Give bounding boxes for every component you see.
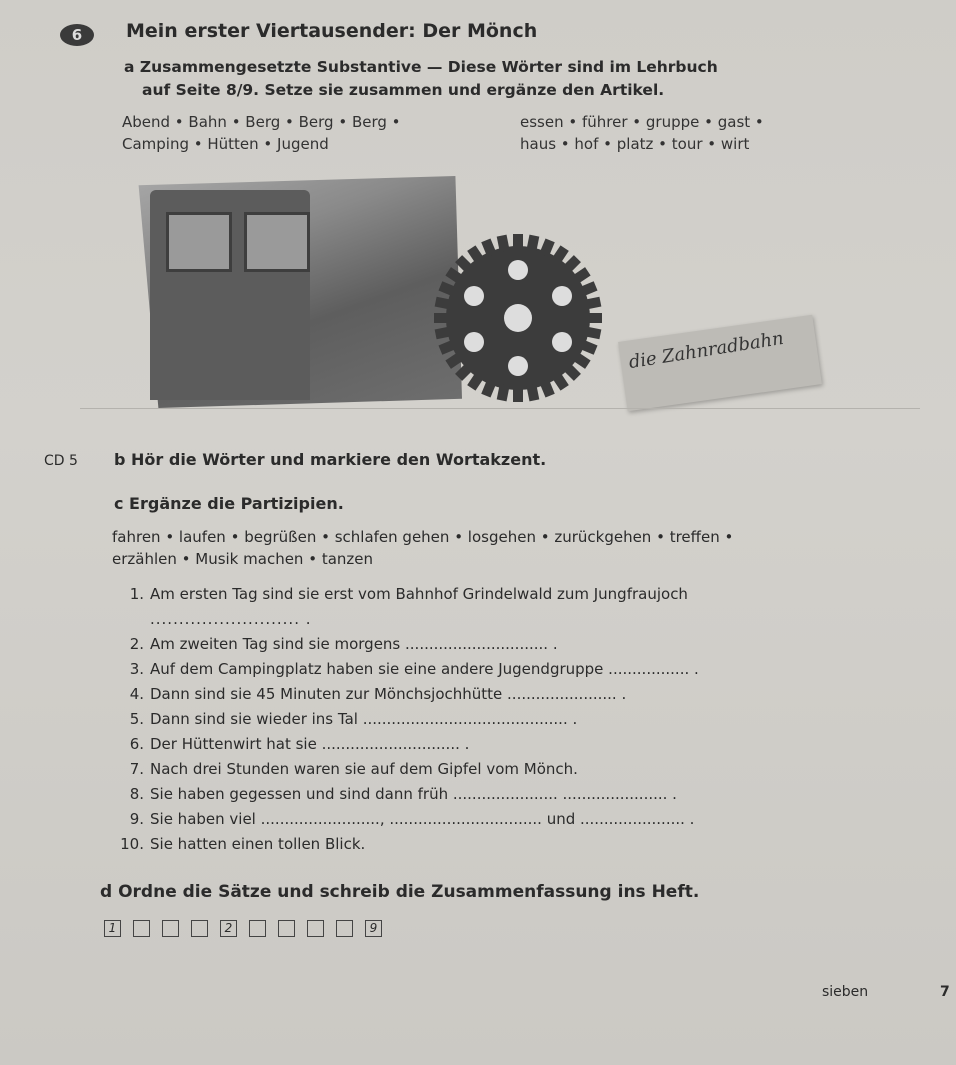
word-bank-left (122, 111, 482, 155)
exercise-text: Dann sind sie 45 Minuten zur Mönchsjochhütte ....................... . (150, 685, 627, 703)
verb-list-line2: erzählen • Musik machen • tanzen (112, 550, 374, 568)
page-number: 7 (940, 984, 950, 1000)
exercise-line (110, 607, 699, 632)
exercise-list (110, 582, 699, 857)
exercise-number-badge: 6 (60, 24, 94, 46)
order-box[interactable] (191, 920, 208, 937)
exercise-number: 3. (129, 660, 144, 678)
exercise-number: 9. (129, 810, 144, 828)
word-bank-right (520, 111, 820, 155)
exercise-line (110, 707, 699, 732)
exercise-line (110, 657, 699, 682)
section-a-line1: a Zusammengesetzte Substantive — Diese Wörter sind im Lehrbuch (124, 58, 718, 76)
cog-wheel-icon (432, 232, 604, 404)
exercise-text: Dann sind sie wieder ins Tal ........................................... . (150, 710, 578, 728)
section-b-heading: b Hör die Wörter und markiere den Wortakzent. (114, 450, 547, 469)
order-boxes (104, 920, 394, 939)
answer-blank: .......................... . (150, 610, 312, 628)
section-a-instruction (124, 56, 784, 102)
train-window (244, 212, 310, 272)
page-number-word: sieben (822, 984, 869, 1000)
verb-list (112, 526, 852, 570)
order-box[interactable] (133, 920, 150, 937)
order-box[interactable]: 9 (365, 920, 382, 937)
exercise-text: Am ersten Tag sind sie erst vom Bahnhof Grindelwald zum Jungfraujoch (150, 585, 688, 603)
word-bank-right-line2: haus • hof • platz • tour • wirt (520, 135, 750, 153)
exercise-line (110, 832, 699, 857)
exercise-number: 10. (120, 835, 144, 853)
verb-list-line1: fahren • laufen • begrüßen • schlafen gehen • losgehen • zurückgehen • treffen • (112, 528, 734, 546)
exercise-number: 6. (129, 735, 144, 753)
image-caption: die Zahnradbahn (627, 327, 786, 374)
exercise-line (110, 632, 699, 657)
order-box[interactable] (162, 920, 179, 937)
exercise-text: Sie haben gegessen und sind dann früh ...................... ...................... . (150, 785, 677, 803)
exercise-number: 5. (129, 710, 144, 728)
exercise-line (110, 782, 699, 807)
exercise-number: 4. (129, 685, 144, 703)
order-box[interactable]: 1 (104, 920, 121, 937)
exercise-text: Sie hatten einen tollen Blick. (150, 835, 366, 853)
exercise-text: Nach drei Stunden waren sie auf dem Gipfel vom Mönch. (150, 760, 578, 778)
exercise-number: 7. (129, 760, 144, 778)
order-box[interactable] (249, 920, 266, 937)
exercise-line (110, 807, 699, 832)
exercise-number: 1. (129, 585, 144, 603)
order-box[interactable]: 2 (220, 920, 237, 937)
exercise-number: 8. (129, 785, 144, 803)
exercise-text: Am zweiten Tag sind sie morgens .............................. . (150, 635, 558, 653)
section-d-heading: d Ordne die Sätze und schreib die Zusammenfassung ins Heft. (100, 882, 700, 902)
order-box[interactable] (278, 920, 295, 937)
order-box[interactable] (307, 920, 324, 937)
order-box[interactable] (336, 920, 353, 937)
exercise-line (110, 732, 699, 757)
divider (80, 408, 920, 409)
exercise-line (110, 682, 699, 707)
exercise-line (110, 582, 699, 607)
train-window (166, 212, 232, 272)
page-title: Mein erster Viertausender: Der Mönch (126, 20, 538, 42)
exercise-text: Der Hüttenwirt hat sie ............................. . (150, 735, 470, 753)
section-c-heading: c Ergänze die Partizipien. (114, 494, 344, 513)
exercise-text: Sie haben viel ........................., ................................ und ...................... . (150, 810, 695, 828)
exercise-text: Auf dem Campingplatz haben sie eine andere Jugendgruppe ................. . (150, 660, 699, 678)
word-bank-right-line1: essen • führer • gruppe • gast • (520, 113, 764, 131)
word-bank-left-line2: Camping • Hütten • Jugend (122, 135, 329, 153)
word-bank-left-line1: Abend • Bahn • Berg • Berg • Berg • (122, 113, 401, 131)
section-a-line2: auf Seite 8/9. Setze sie zusammen und ergänze den Artikel. (142, 81, 665, 99)
exercise-number: 2. (129, 635, 144, 653)
exercise-line (110, 757, 699, 782)
cd-track-label: CD 5 (44, 453, 78, 469)
